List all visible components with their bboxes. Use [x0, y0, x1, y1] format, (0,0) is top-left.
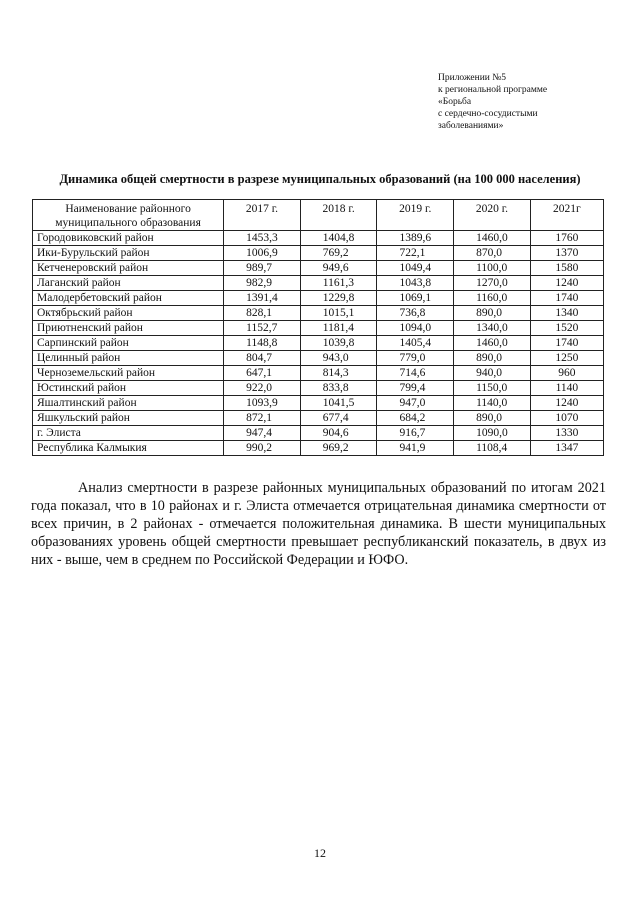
table-cell-district: Республика Калмыкия [33, 441, 224, 456]
table-cell-district: Лаганский район [33, 276, 224, 291]
table-cell-value: 1389,6 [377, 231, 454, 246]
table-cell-district: Приютненский район [33, 321, 224, 336]
table-cell-value: 1580 [530, 261, 603, 276]
table-cell-value: 870,0 [454, 246, 531, 261]
table-row [33, 366, 604, 381]
table-cell-value: 736,8 [377, 306, 454, 321]
table-cell-value: 1229,8 [300, 291, 377, 306]
table-row [33, 246, 604, 261]
table-cell-value: 684,2 [377, 411, 454, 426]
table-cell-value: 1069,1 [377, 291, 454, 306]
table-row [33, 381, 604, 396]
table-cell-value: 1760 [530, 231, 603, 246]
table-cell-value: 1039,8 [300, 336, 377, 351]
table-cell-district: Яшалтинский район [33, 396, 224, 411]
column-header-2018: 2018 г. [300, 200, 377, 231]
table-cell-value: 941,9 [377, 441, 454, 456]
table-cell-value: 1108,4 [454, 441, 531, 456]
column-header-2019: 2019 г. [377, 200, 454, 231]
table-cell-value: 1181,4 [300, 321, 377, 336]
table-cell-value: 916,7 [377, 426, 454, 441]
table-cell-value: 1152,7 [224, 321, 301, 336]
table-cell-value: 922,0 [224, 381, 301, 396]
table-cell-district: Яшкульский район [33, 411, 224, 426]
table-cell-value: 1043,8 [377, 276, 454, 291]
column-header-2021: 2021г [530, 200, 603, 231]
table-cell-district: Юстинский район [33, 381, 224, 396]
table-cell-value: 1161,3 [300, 276, 377, 291]
table-cell-value: 1340 [530, 306, 603, 321]
appendix-line: с сердечно-сосудистыми [438, 109, 538, 119]
table-row [33, 411, 604, 426]
table-cell-value: 1094,0 [377, 321, 454, 336]
table-cell-value: 872,1 [224, 411, 301, 426]
appendix-line: заболеваниями» [438, 121, 504, 131]
table-cell-value: 1240 [530, 276, 603, 291]
table-cell-district: Городовиковский район [33, 231, 224, 246]
table-cell-value: 982,9 [224, 276, 301, 291]
table-cell-value: 947,4 [224, 426, 301, 441]
table-cell-value: 1740 [530, 336, 603, 351]
table-row [33, 441, 604, 456]
table-cell-value: 769,2 [300, 246, 377, 261]
table-header-row [33, 200, 604, 231]
appendix-note [438, 72, 618, 132]
table-cell-value: 947,0 [377, 396, 454, 411]
table-row [33, 231, 604, 246]
table-cell-value: 949,6 [300, 261, 377, 276]
table-cell-district: Целинный район [33, 351, 224, 366]
table-cell-district: Сарпинский район [33, 336, 224, 351]
table-cell-value: 1148,8 [224, 336, 301, 351]
table-cell-value: 799,4 [377, 381, 454, 396]
table-cell-value: 940,0 [454, 366, 531, 381]
table-row [33, 291, 604, 306]
table-cell-value: 1270,0 [454, 276, 531, 291]
table-cell-value: 833,8 [300, 381, 377, 396]
table-cell-value: 1093,9 [224, 396, 301, 411]
table-cell-value: 779,0 [377, 351, 454, 366]
column-header-2020: 2020 г. [454, 200, 531, 231]
table-cell-value: 1250 [530, 351, 603, 366]
table-cell-value: 1240 [530, 396, 603, 411]
table-cell-value: 722,1 [377, 246, 454, 261]
table-cell-value: 1140 [530, 381, 603, 396]
table-cell-value: 1140,0 [454, 396, 531, 411]
table-cell-value: 647,1 [224, 366, 301, 381]
table-row [33, 351, 604, 366]
table-cell-district: Кетченеровский район [33, 261, 224, 276]
table-cell-value: 890,0 [454, 351, 531, 366]
table-cell-value: 804,7 [224, 351, 301, 366]
table-cell-value: 1370 [530, 246, 603, 261]
table-cell-value: 1391,4 [224, 291, 301, 306]
table-title: Динамика общей смертности в разрезе муниципальных образований (на 100 000 населения) [59, 172, 581, 186]
table-cell-value: 1347 [530, 441, 603, 456]
table-cell-value: 960 [530, 366, 603, 381]
table-cell-value: 1006,9 [224, 246, 301, 261]
table-cell-value: 943,0 [300, 351, 377, 366]
table-cell-value: 828,1 [224, 306, 301, 321]
table-cell-value: 1090,0 [454, 426, 531, 441]
table-cell-value: 677,4 [300, 411, 377, 426]
column-header-2017: 2017 г. [224, 200, 301, 231]
table-cell-value: 989,7 [224, 261, 301, 276]
table-row [33, 426, 604, 441]
table-cell-value: 1070 [530, 411, 603, 426]
table-row [33, 396, 604, 411]
appendix-line: «Борьба [438, 97, 472, 107]
table-cell-value: 904,6 [300, 426, 377, 441]
table-cell-value: 1160,0 [454, 291, 531, 306]
mortality-table [32, 199, 604, 456]
table-row [33, 306, 604, 321]
table-cell-value: 990,2 [224, 441, 301, 456]
appendix-line: Приложении №5 [438, 73, 507, 83]
table-row [33, 276, 604, 291]
table-cell-value: 1740 [530, 291, 603, 306]
table-cell-value: 814,3 [300, 366, 377, 381]
table-cell-value: 1041,5 [300, 396, 377, 411]
table-row [33, 336, 604, 351]
column-header-name: Наименование районного муниципального образования [33, 200, 224, 231]
table-cell-value: 1015,1 [300, 306, 377, 321]
table-cell-value: 1330 [530, 426, 603, 441]
analysis-paragraph: Анализ смертности в разрезе районных муниципальных образований по итогам 2021 года показал, что в 10 районах и г. Элиста отмечается отрицательная динамика смертности от всех причин, в 2 районах - отмечается положительная динамика. В шести муниципальных образованиях уровень общей смертности превышает республиканский показатель, в двух из них - выше, чем в среднем по Российской Федерации и ЮФО. [31, 480, 606, 568]
table-cell-district: Малодербетовский район [33, 291, 224, 306]
table-cell-value: 714,6 [377, 366, 454, 381]
table-cell-value: 1405,4 [377, 336, 454, 351]
table-cell-value: 1150,0 [454, 381, 531, 396]
table-cell-value: 1340,0 [454, 321, 531, 336]
table-cell-value: 1404,8 [300, 231, 377, 246]
table-cell-value: 1520 [530, 321, 603, 336]
table-cell-district: Черноземельский район [33, 366, 224, 381]
table-cell-value: 1460,0 [454, 336, 531, 351]
table-cell-value: 890,0 [454, 411, 531, 426]
table-row [33, 261, 604, 276]
page-number: 12 [314, 846, 326, 860]
table-cell-value: 890,0 [454, 306, 531, 321]
table-cell-value: 1049,4 [377, 261, 454, 276]
table-cell-district: Ики-Бурульский район [33, 246, 224, 261]
table-cell-value: 1100,0 [454, 261, 531, 276]
table-cell-value: 1460,0 [454, 231, 531, 246]
table-cell-value: 969,2 [300, 441, 377, 456]
appendix-line: к региональной программе [438, 85, 548, 95]
table-row [33, 321, 604, 336]
table-cell-district: Октябрьский район [33, 306, 224, 321]
table-cell-district: г. Элиста [33, 426, 224, 441]
table-cell-value: 1453,3 [224, 231, 301, 246]
